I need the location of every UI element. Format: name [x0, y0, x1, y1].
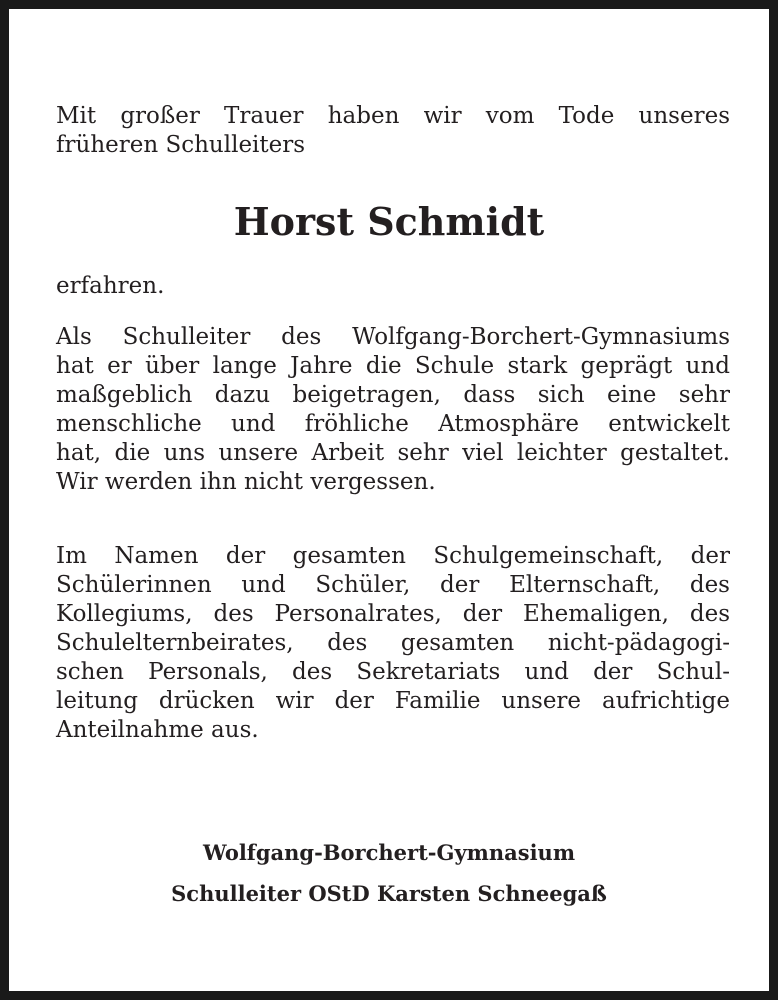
paragraph-line: Anteilnahme aus.	[56, 717, 259, 743]
paragraph-tribute	[56, 323, 730, 497]
paragraph-line: maßgeblich dazu beigetragen, dass sich eine sehr	[56, 382, 730, 408]
intro-text	[56, 102, 730, 160]
paragraph-line: menschliche und fröhliche Atmosphäre entwickelt	[56, 411, 730, 437]
paragraph-line: leitung drücken wir der Familie unsere aufrichtige	[56, 688, 730, 714]
paragraph-line: Schulelternbeirates, des gesamten nicht-pädagogi-	[56, 630, 730, 656]
intro-line: früheren Schulleiters	[56, 132, 306, 158]
intro-suffix	[56, 272, 730, 301]
signature-school: Wolfgang-Borchert-Gymnasium	[202, 840, 576, 865]
paragraph-line: Schülerinnen und Schüler, der Elternschaft, des	[56, 572, 730, 598]
paragraph-line: Kollegiums, des Personalrates, der Ehemaligen, des	[56, 601, 730, 627]
paragraph-line: hat, die uns unsere Arbeit sehr viel leichter gestaltet.	[56, 440, 730, 466]
intro-suffix-line: erfahren.	[56, 273, 165, 299]
paragraph-line: schen Personals, des Sekretariats und der Schul-	[56, 659, 730, 685]
deceased-name: Horst Schmidt	[233, 199, 545, 244]
paragraph-line: Im Namen der gesamten Schulgemeinschaft, der	[56, 543, 730, 569]
signature-principal: Schulleiter OStD Karsten Schneegaß	[171, 881, 607, 906]
paragraph-condolence	[56, 542, 730, 745]
intro-line: Mit großer Trauer haben wir vom Tode unseres	[56, 103, 730, 129]
paragraph-line: hat er über lange Jahre die Schule stark geprägt und	[56, 353, 730, 379]
paragraph-line: Wir werden ihn nicht vergessen.	[56, 469, 436, 495]
paragraph-line: Als Schulleiter des Wolfgang-Borchert-Gymnasiums	[56, 324, 730, 350]
